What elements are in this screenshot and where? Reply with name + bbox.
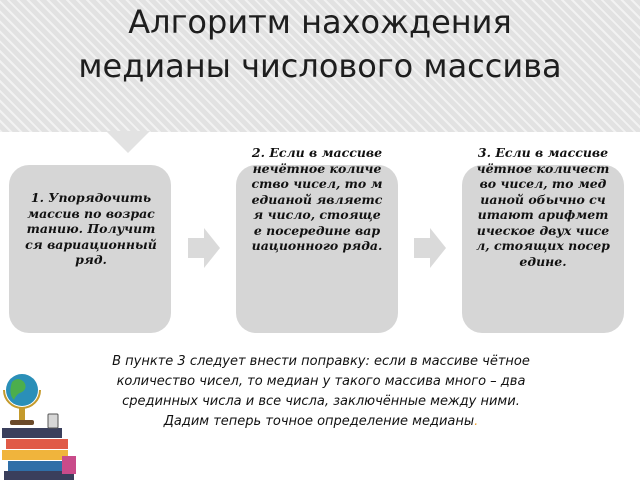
arrow-right-icon-1 bbox=[186, 226, 222, 270]
page-title: Алгоритм нахождения медианы числового массива bbox=[78, 3, 562, 85]
globe-icon bbox=[4, 374, 40, 425]
note-paragraph bbox=[108, 352, 534, 432]
note-end-dot: . bbox=[474, 414, 479, 429]
globe-books-illustration bbox=[0, 360, 82, 480]
step-text-1: 1. Упорядочить массив по возрастанию. Получится вариационный ряд. bbox=[25, 190, 157, 267]
note-text: В пункте 3 следует внести поправку: если в массиве чётное количество чисел, то медиан у такого массива много – два срединных числа и все числа, заключённые между ними. Дадим теперь точное определение медианы bbox=[112, 354, 530, 429]
step-text-3: 3. Если в массиве чётное количество чисел, то медианой обычно считают арифметическое двух чисел, стоящих посередине. bbox=[476, 145, 610, 269]
arrow-right-icon-2 bbox=[412, 226, 448, 270]
header-notch bbox=[106, 131, 150, 153]
step-text-2: 2. Если в массиве нечётное количество чисел, то медианой является число, стоящее посередине вариационного ряда. bbox=[251, 145, 383, 253]
